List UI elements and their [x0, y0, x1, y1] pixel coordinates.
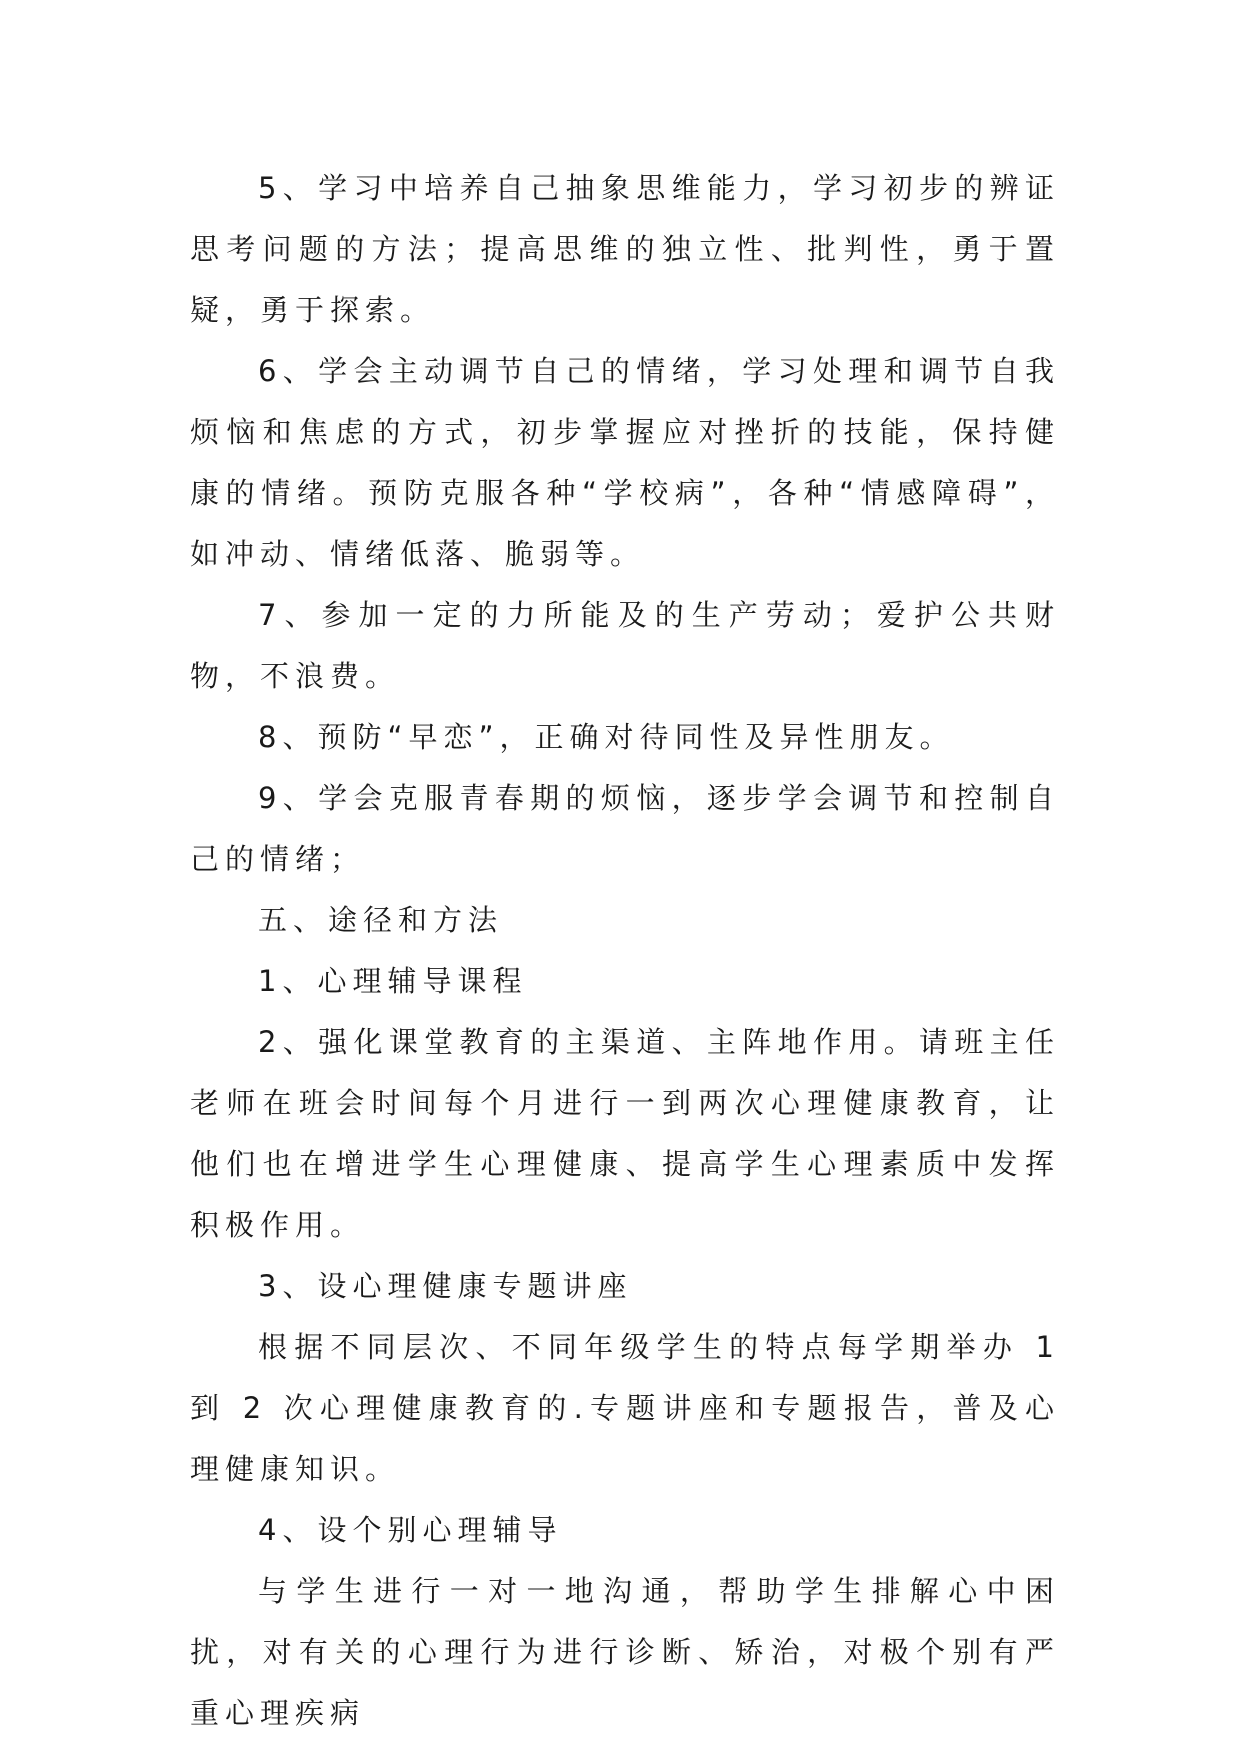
paragraph-goal-8: 8、预防“早恋”，正确对待同性及异性朋友。	[258, 720, 955, 754]
paragraph-goal-6: 6、学会主动调节自己的情绪，学习处理和调节自我烦恼和焦虑的方式，初步掌握应对挫折的技能，保持健康的情绪。预防克服各种“学校病”，各种“情感障碍”，如冲动、情绪低落、脆弱等。	[190, 354, 1060, 571]
section-heading-methods: 五、途径和方法	[258, 903, 504, 937]
paragraph-goal-7: 7、参加一定的力所能及的生产劳动；爱护公共财物，不浪费。	[190, 598, 1060, 693]
paragraph-method-4-detail: 与学生进行一对一地沟通，帮助学生排解心中困扰，对有关的心理行为进行诊断、矫治，对极个别有严重心理疾病	[190, 1574, 1060, 1730]
paragraph-goal-5: 5、学习中培养自己抽象思维能力，学习初步的辨证思考问题的方法；提高思维的独立性、批判性，勇于置疑，勇于探索。	[190, 171, 1060, 327]
paragraph-method-1: 1、心理辅导课程	[258, 964, 528, 998]
paragraph-method-3: 3、设心理健康专题讲座	[258, 1269, 633, 1303]
paragraph-goal-9: 9、学会克服青春期的烦恼，逐步学会调节和控制自己的情绪；	[190, 781, 1060, 876]
document-body	[190, 158, 1060, 1744]
paragraph-method-3-detail: 根据不同层次、不同年级学生的特点每学期举办 1 到 2 次心理健康教育的.专题讲座和专题报告，普及心理健康知识。	[190, 1330, 1060, 1486]
paragraph-method-2: 2、强化课堂教育的主渠道、主阵地作用。请班主任老师在班会时间每个月进行一到两次心理健康教育，让他们也在增进学生心理健康、提高学生心理素质中发挥积极作用。	[190, 1025, 1060, 1242]
paragraph-method-4: 4、设个别心理辅导	[258, 1513, 563, 1547]
